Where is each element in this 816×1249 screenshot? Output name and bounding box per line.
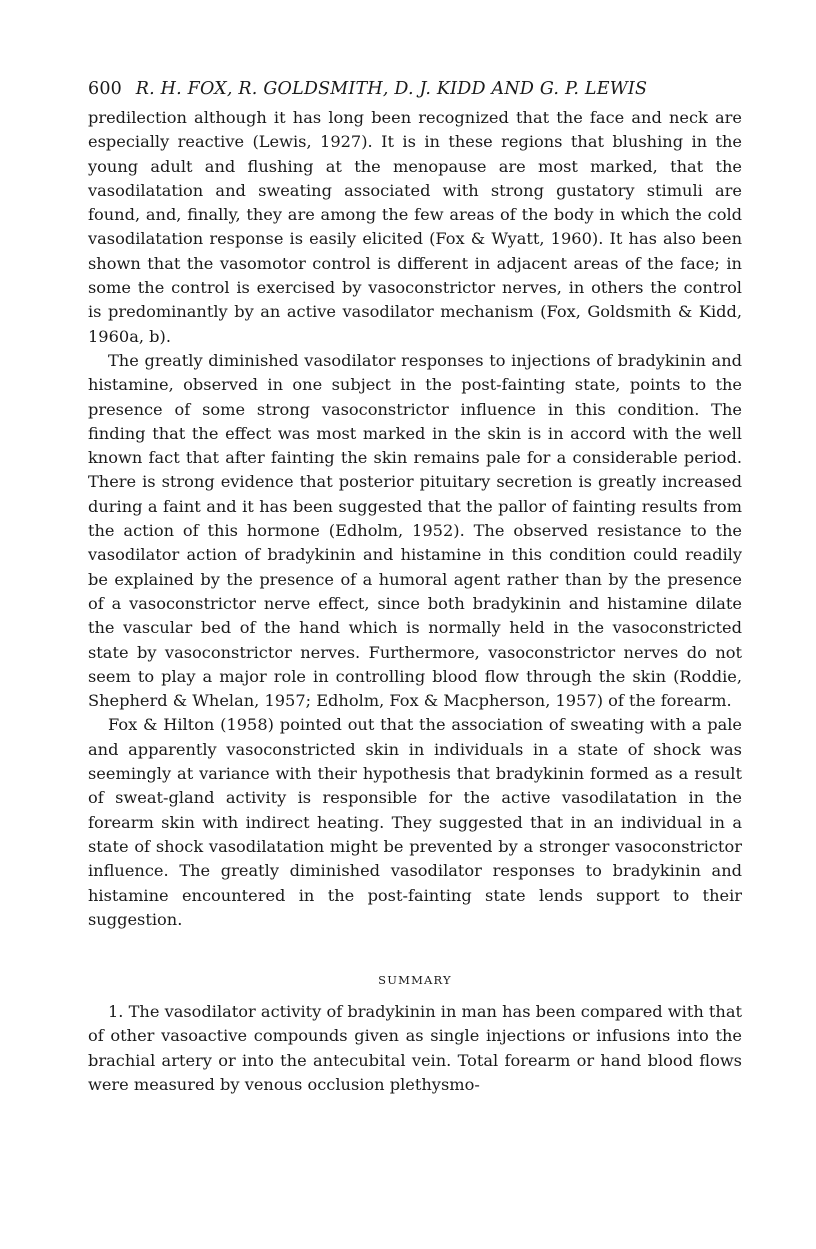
summary-heading: SUMMARY: [378, 973, 452, 988]
summary-item-1: 1. The vasodilator activity of bradykinin in man has been compared with that of other vasoactive compounds given as single injections or infusions into the brachial artery or into the antecubital vein. Total forearm or hand blood flows were measured by venous occlusion plethysmo-: [88, 1002, 742, 1094]
running-header-authors: R. H. FOX, R. GOLDSMITH, D. J. KIDD AND G. P. LEWIS: [135, 79, 648, 99]
page-number: 600: [88, 79, 123, 99]
running-header: [88, 76, 742, 102]
journal-page: [88, 76, 742, 1097]
body-paragraph-1: predilection although it has long been recognized that the face and neck are especially reactive (Lewis, 1927). It is in these regions that blushing in the young adult and flushing at the menopause are most marked, that the vasodilatation and sweating associated with strong gustatory stimuli are found, and, finally, they are among the few areas of the body in which the cold vasodilatation response is easily elicited (Fox & Wyatt, 1960). It has also been shown that the vasomotor control is different in adjacent areas of the face; in some the control is exercised by vasoconstrictor nerves, in others the control is predominantly by an active vasodilator mechanism (Fox, Goldsmith & Kidd, 1960a, b).: [88, 108, 742, 346]
body-paragraph-3: Fox & Hilton (1958) pointed out that the association of sweating with a pale and apparently vasoconstricted skin in individuals in a state of shock was seemingly at variance with their hypothesis that bradykinin formed as a result of sweat-gland activity is responsible for the active vasodilatation in the forearm skin with indirect heating. They suggested that in an individual in a state of shock vasodilatation might be prevented by a stronger vasoconstrictor influence. The greatly diminished vasodilator responses to bradykinin and histamine encountered in the post-fainting state lends support to their suggestion.: [88, 715, 742, 929]
body-paragraph-2: The greatly diminished vasodilator responses to injections of bradykinin and histamine, observed in one subject in the post-fainting state, points to the presence of some strong vasoconstrictor influence in this condition. The finding that the effect was most marked in the skin is in accord with the well known fact that after fainting the skin remains pale for a considerable period. There is strong evidence that posterior pituitary secretion is greatly increased during a faint and it has been suggested that the pallor of fainting results from the action of this hormone (Edholm, 1952). The observed resistance to the vasodilator action of bradykinin and histamine in this condition could readily be explained by the presence of a humoral agent rather than by the presence of a vasoconstrictor nerve effect, since both bradykinin and histamine dilate the vascular bed of the hand which is normally held in the vasoconstricted state by vasoconstrictor nerves. Furthermore, vasoconstrictor nerves do not seem to play a major role in controlling blood flow through the skin (Roddie, Shepherd & Whelan, 1957; Edholm, Fox & Macpherson, 1957) of the forearm.: [88, 350, 742, 711]
